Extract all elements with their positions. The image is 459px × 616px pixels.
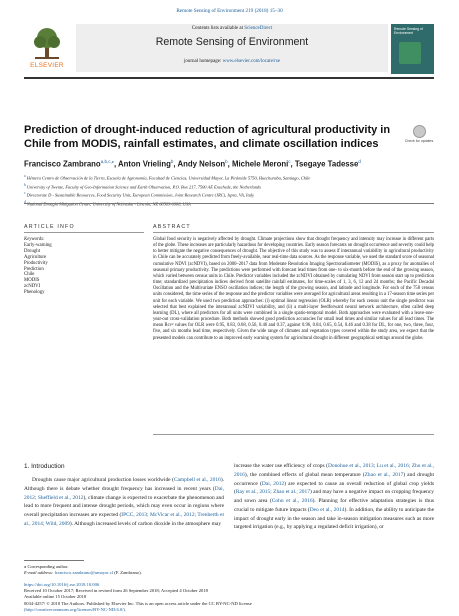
author-list: Francisco Zambrano$^{a,b,c,⁎}$, Anton Vrieling$^b$, Andy Nelson$^b$, Michele Meroni$^c$, Tsegaye Tadesse$^d$ xyxy=(24,159,361,169)
keyword: MODIS xyxy=(24,278,40,284)
abstract-end-rule xyxy=(153,434,434,435)
author-affiliation-mark[interactable]: b xyxy=(170,159,174,164)
author-affiliation-mark[interactable]: d xyxy=(358,159,361,164)
cover-title: Remote Sensing of Environment xyxy=(394,27,423,35)
available-online: Available online 15 October 2018 xyxy=(24,594,87,599)
citation-link[interactable]: Dai, 2012 xyxy=(261,480,285,487)
citation-link[interactable]: Deo et al., 2014 xyxy=(309,506,345,513)
abstract-heading: ABSTRACT xyxy=(153,224,191,230)
email-line xyxy=(24,570,434,576)
author-name[interactable]: Andy Nelson xyxy=(177,159,226,169)
citation-link[interactable]: Ray et al., 2015; Zhao et al., 2017 xyxy=(235,489,310,496)
author-name[interactable]: Michele Meroni xyxy=(231,159,289,169)
body-text: ). Although increased levels of carbon dioxide in the atmosphere may xyxy=(69,520,222,527)
body-text: ). Although there is debate whether drought frequency has increased in recent years ( xyxy=(24,477,224,492)
affiliation xyxy=(24,190,434,199)
journal-homepage xyxy=(76,59,388,64)
masthead-rule xyxy=(24,77,434,79)
check-updates-label: Check for updates xyxy=(404,139,434,143)
intro-left-column xyxy=(24,476,224,529)
keyword: Prediction xyxy=(24,266,44,272)
citation-link[interactable]: IPCC, 2013; McVicar et al., 2012; Trenberth et al., 2014; Wild, 2009 xyxy=(24,512,224,527)
check-for-updates-button[interactable] xyxy=(404,125,434,151)
affiliation xyxy=(24,182,434,191)
keyword: Early-warning xyxy=(24,242,52,248)
journal-reference[interactable]: Remote Sensing of Environment 219 (2018) 15–30 xyxy=(176,8,283,14)
contents-line xyxy=(76,26,388,31)
affiliation-mark: d xyxy=(24,199,26,204)
homepage-link[interactable]: www.elsevier.com/locate/rse xyxy=(222,59,281,64)
article-info-heading: ARTICLE INFO xyxy=(24,224,75,230)
author-affiliation-mark[interactable]: b xyxy=(225,159,228,164)
journal-cover[interactable] xyxy=(391,24,434,74)
affiliation-mark: c xyxy=(24,191,26,196)
abstract-rule xyxy=(153,232,434,233)
keyword: Drought xyxy=(24,248,40,254)
keyword: Phenology xyxy=(24,290,45,296)
email-link[interactable]: francisco.zambrano@umayor.cl xyxy=(54,570,114,575)
license-link[interactable]: (http://creativecommons.org/licenses/BY-NC-ND/4.0/). xyxy=(24,607,127,612)
footnote-rule xyxy=(24,560,84,561)
keyword: Agriculture xyxy=(24,254,47,260)
corresponding-author-note: ⁎ Corresponding author. xyxy=(24,564,69,569)
publisher-name: ELSEVIER xyxy=(30,62,64,69)
article-title: Prediction of drought-induced reduction of agricultural productivity in Chile from MODIS, rainfall estimates, and climate oscillation indices xyxy=(24,124,391,150)
license-text: 0034-4257/ © 2018 The Authors. Published by Elsevier Inc. This is an open access article under the CC BY-NC-ND license xyxy=(24,601,252,606)
author-name[interactable]: Anton Vrieling xyxy=(118,159,171,169)
citation-link[interactable]: Dai, 2012; Sheffield et al., 2012 xyxy=(24,485,224,501)
body-text: ), the combined effects of global mean temperature ( xyxy=(244,471,365,478)
affiliation-text: Hémera Centro de Observación de la Tierra, Escuela de Agronomía, Facultad de Ciencias, Universidad Mayor, La Pirámide 5750, Huechuraba, Santiago, Chile xyxy=(25,175,311,181)
author-name[interactable]: Tsegaye Tadesse xyxy=(294,159,359,169)
keyword: Productivity xyxy=(24,260,48,266)
elsevier-logo xyxy=(24,24,70,74)
keyword-list xyxy=(24,243,144,296)
citation-link[interactable]: Cohn et al., 2016 xyxy=(271,498,313,504)
keywords-label: Keywords: xyxy=(24,237,45,242)
author-name[interactable]: Francisco Zambrano xyxy=(24,159,101,169)
abstract-text: Global food security is negatively affected by drought. Climate projections show that drought frequency and intensity may increase in different parts of the globe. These increases are particularly hazardous for developing countries. Early season forecasts on drought occurrence and severity could help to better mitigate the negative consequences of drought. The objective of this study was to assess if interannual variability in agricultural productivity in Chile can be accurately predicted from freely-available, near real-time data sources. As the response variable, we used the standard score of seasonal cumulative NDVI (zcNDVI), based on 2000–2017 data from Moderate Resolution Imaging Spectroradiometer (MODIS), as a proxy for anomalies of seasonal primary productivity. The predictions were performed with forecast lead times from one- to six-month before the end of the growing season, which varied between census units in Chile. Predictor variables included the zcNDVI obtained by cumulating NDVI from season start up to prediction time; standardized precipitation indices derived from satellite rainfall estimates, for time-scales of 1, 3, 6, 12 and 24 months; the Pacific Decadal Oscillation and the Multivariate ENSO oscillation indices; the length of the growing season, and latitude and longitude. For each of the 758 census units considered, the time series of the response and the predictor variables were averaged for agricultural areas resulting in a 17-season time series per unit for each variable. We used two prediction approaches: (i) optimal linear regression (OLR) whereby for each census unit the single predictor was selected that best explained the interannual zcNDVI variability, and (ii) a multi-layer feedforward neural network architecture, often called deep learning (DL), where all predictors for all units were combined in a single spatio-temporal model. Both approaches were evaluated with a leave-one-year-out cross-validation procedure. Both methods showed good prediction accuracies for small lead times and similar values for all lead times. The mean Rcv² values for OLR were 0.95, 0.83, 0.68, 0.56, 0.46 and 0.37, against 0.96, 0.84, 0.65, 0.54, 0.46 and 0.38 for DL, for one, two, three, four, five, and six months lead time, respectively. Given the wide range of climates and vegetation types covered within the study area, we expect that the presented models can contribute to an improved early warning system for agricultural drought in different geographical settings around the globe. xyxy=(153,237,434,341)
contents-prefix: Contents lists available at xyxy=(191,26,243,31)
doi-link[interactable] xyxy=(24,582,434,588)
intro-right-column xyxy=(234,462,434,532)
body-text: ). Planning for effective adaptation strategies is thus crucial to mitigate future impacts ( xyxy=(234,498,434,513)
citation-link[interactable]: Campbell et al., 2016 xyxy=(173,477,221,483)
homepage-prefix: journal homepage: xyxy=(183,59,222,64)
body-text: ). In addition, the ability to anticipate the impact of drought early in the season and take in-season mitigation measures such as more targeted irrigation (e.g., by applying a regulated deficit irrigation), or xyxy=(234,506,434,531)
header-rule xyxy=(24,203,434,204)
affiliation-mark: b xyxy=(24,182,26,187)
article-info-rule xyxy=(24,232,144,233)
license-url[interactable] xyxy=(24,607,434,613)
citation-link[interactable]: Zhao et al., 2017 xyxy=(364,471,404,478)
citation-link[interactable]: Donohue et al., 2013; Lu et al., 2016; Zhu et al., 2016 xyxy=(234,463,434,478)
affiliation-text: Directorate D - Sustainable Resources, Food Security Unit, European Commission, Joint Research Centre (JRC), Ispra, VA, Italy xyxy=(25,192,255,198)
sciencedirect-link[interactable]: ScienceDirect xyxy=(244,26,273,31)
tree-logo-icon xyxy=(32,26,62,60)
body-text: ), climate change is expected to exacerbate the phenomenon and lead to more frequent and intense drought periods, which may even occur in regions where overall precipitation increases are expected ( xyxy=(24,494,224,518)
doi-text[interactable]: https://doi.org/10.1016/j.rse.2018.10.006 xyxy=(24,582,100,587)
affiliation-text: University of Twente, Faculty of Geo-Information Science and Earth Observation, P.O. Box 217, 7500 AE Enschede, the Netherlands xyxy=(25,184,261,190)
journal-title[interactable]: Remote Sensing of Environment xyxy=(155,36,309,48)
body-text: increase the water use efficiency of crops ( xyxy=(234,463,328,469)
email-suffix: (F. Zambrano). xyxy=(114,570,142,575)
received-dates: Received 10 October 2017; Received in revised form 26 September 2018; Accepted 4 October 2018 xyxy=(24,588,208,593)
cover-image xyxy=(399,42,421,64)
body-text: ) are expected to cause an overall reduction of global crop yields ( xyxy=(234,480,434,496)
affiliation xyxy=(24,173,434,182)
author-affiliation-mark[interactable]: c xyxy=(288,159,291,164)
body-text: Droughts cause major agricultural production losses worldwide ( xyxy=(32,477,174,483)
body-text: ) and may have a negative impact on cropping frequency and sown area ( xyxy=(234,489,435,504)
introduction-heading: 1. Introduction xyxy=(24,463,65,470)
body-text: ) and drought occurrence ( xyxy=(234,471,434,487)
keyword: Chile xyxy=(24,272,35,278)
email-label: E-mail address: xyxy=(24,570,54,575)
keyword: zcNDVI xyxy=(24,284,41,290)
keywords-block xyxy=(24,237,144,296)
masthead-band xyxy=(76,24,388,72)
author-affiliation-mark[interactable]: a,b,c,⁎ xyxy=(100,159,114,164)
check-updates-icon xyxy=(413,125,426,138)
affiliation-mark: a xyxy=(24,174,26,178)
